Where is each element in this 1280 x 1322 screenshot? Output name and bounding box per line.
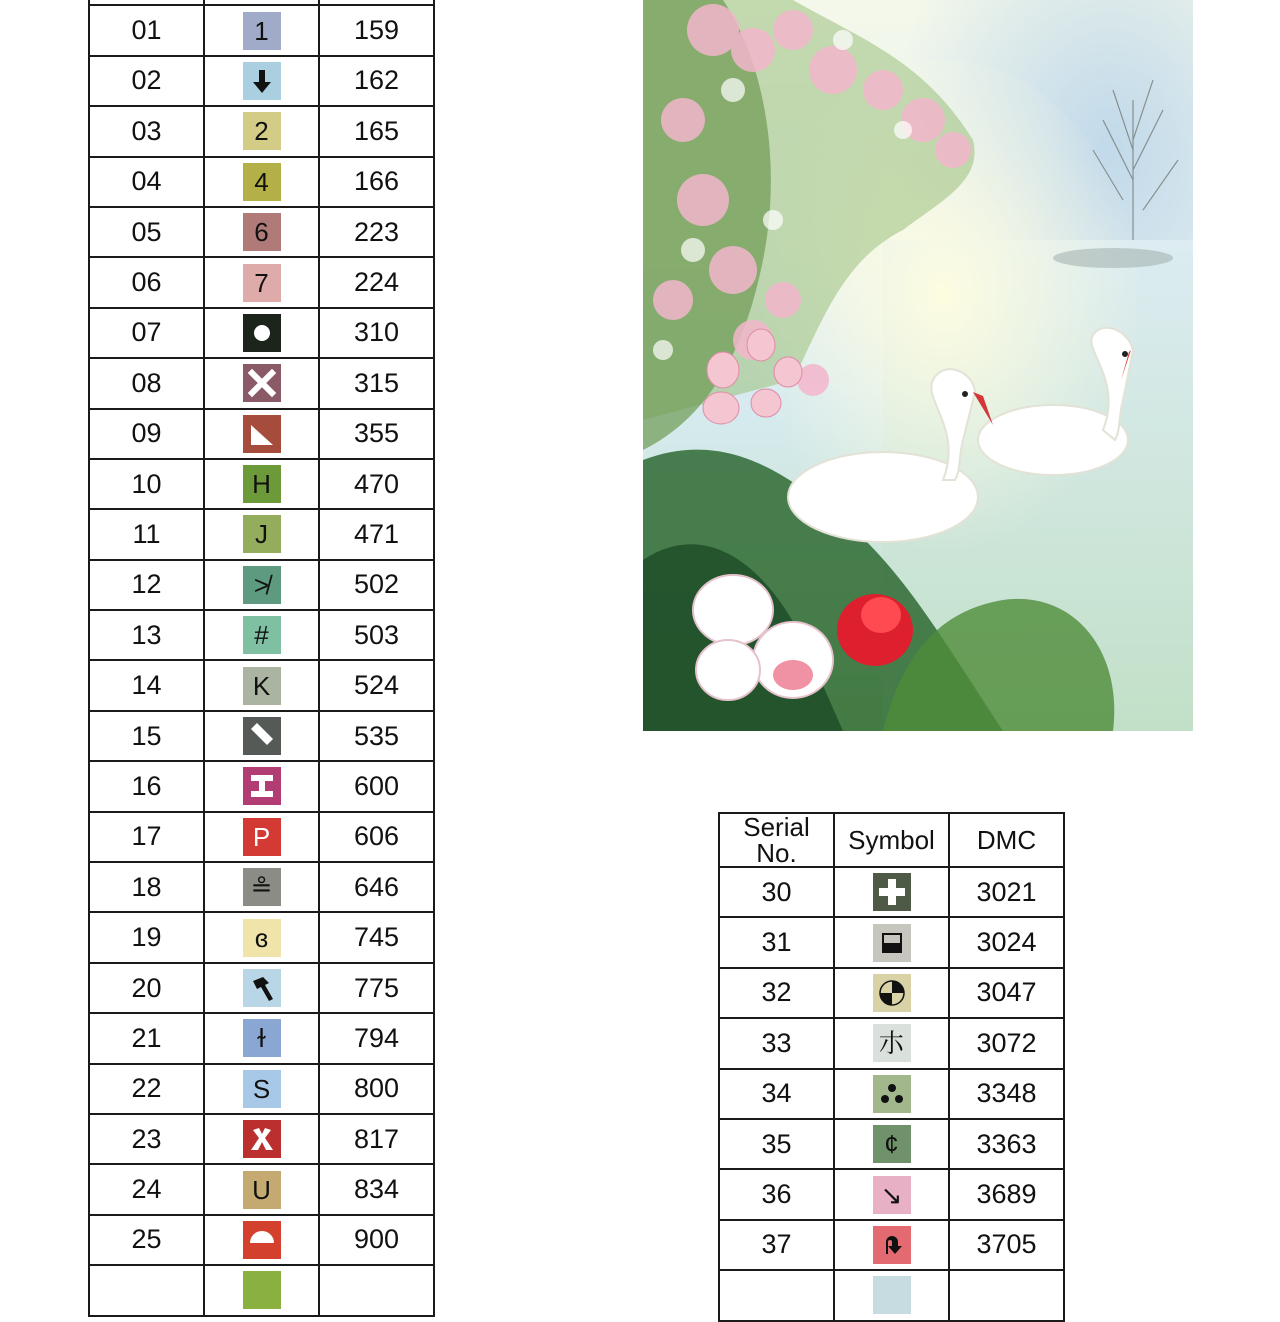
serial-no-cell: 22: [89, 1064, 204, 1114]
symbol-swatch: K: [243, 667, 281, 705]
dmc-code-cell: 162: [319, 56, 434, 106]
symbol-swatch: U: [243, 1171, 281, 1209]
color-key-table-left: [88, 0, 435, 1317]
symbol-cell: [204, 409, 319, 459]
serial-no-cell: 03: [89, 106, 204, 156]
symbol-cell: [204, 308, 319, 358]
dmc-code-cell: 834: [319, 1164, 434, 1214]
serial-no-cell: 19: [89, 912, 204, 962]
serial-no-cell: 23: [89, 1114, 204, 1164]
symbol-swatch: P: [243, 818, 281, 856]
arrow-down-icon: [243, 62, 281, 100]
serial-no-cell: 17: [89, 812, 204, 862]
serial-no-cell: 01: [89, 5, 204, 55]
symbol-cell: [204, 157, 319, 207]
symbol-swatch: S: [243, 1070, 281, 1108]
symbol-cell: [204, 1064, 319, 1114]
table-row: [719, 1270, 1064, 1320]
dmc-code-cell: 310: [319, 308, 434, 358]
symbol-cell: [834, 1220, 949, 1270]
table-row: [89, 1114, 434, 1164]
symbol-cell: [834, 917, 949, 967]
symbol-swatch: [243, 1271, 281, 1309]
serial-no-cell: 32: [719, 968, 834, 1018]
dmc-code-cell: 224: [319, 257, 434, 307]
color-key-table-right: [718, 812, 1065, 1322]
symbol-cell: [204, 963, 319, 1013]
serial-no-cell: 05: [89, 207, 204, 257]
symbol-swatch: 2: [243, 112, 281, 150]
serial-no-cell: 12: [89, 560, 204, 610]
dmc-code-cell: 900: [319, 1215, 434, 1265]
table-row: [719, 867, 1064, 917]
table-row: [89, 1164, 434, 1214]
symbol-cell: [204, 509, 319, 559]
symbol-cell: [834, 867, 949, 917]
symbol-cell: [204, 257, 319, 307]
dmc-code-cell: 606: [319, 812, 434, 862]
serial-no-cell: 02: [89, 56, 204, 106]
table-row: [89, 610, 434, 660]
serial-no-cell: 18: [89, 862, 204, 912]
table-row: [89, 711, 434, 761]
serial-no-cell: 11: [89, 509, 204, 559]
u-turn-icon: [873, 1226, 911, 1264]
dmc-code-cell: 3072: [949, 1018, 1064, 1068]
checkered-circle-icon: [873, 974, 911, 1012]
serial-no-header: Serial No.: [719, 813, 834, 867]
dmc-code-cell: 794: [319, 1013, 434, 1063]
serial-no-cell: 37: [719, 1220, 834, 1270]
symbol-cell: [204, 5, 319, 55]
symbol-cell: [204, 862, 319, 912]
dmc-code-cell: 223: [319, 207, 434, 257]
hammer-icon: [243, 969, 281, 1007]
dmc-code-cell: 315: [319, 358, 434, 408]
dmc-code-cell: 159: [319, 5, 434, 55]
serial-no-cell: 06: [89, 257, 204, 307]
symbol-swatch: 7: [243, 264, 281, 302]
symbol-swatch: 1: [243, 12, 281, 50]
y-shape-icon: [243, 1120, 281, 1158]
i-beam-icon: [243, 767, 281, 805]
table-header-row: [719, 813, 1064, 867]
symbol-swatch: ɞ: [243, 919, 281, 957]
symbol-swatch: ɫ: [243, 1019, 281, 1057]
table-row: [89, 1215, 434, 1265]
symbol-cell: [204, 660, 319, 710]
table-row: [89, 157, 434, 207]
table-row: [89, 560, 434, 610]
dmc-code-cell: 471: [319, 509, 434, 559]
table-row: [89, 912, 434, 962]
serial-no-cell: 35: [719, 1119, 834, 1169]
symbol-swatch: J: [243, 515, 281, 553]
dmc-code-cell: 3689: [949, 1169, 1064, 1219]
table-row: [719, 1069, 1064, 1119]
table-row: [719, 1220, 1064, 1270]
dmc-code-cell: 646: [319, 862, 434, 912]
serial-no-cell: 15: [89, 711, 204, 761]
symbol-cell: [204, 812, 319, 862]
serial-no-cell: 33: [719, 1018, 834, 1068]
dmc-code-cell: [949, 1270, 1064, 1320]
dmc-code-cell: 166: [319, 157, 434, 207]
diagonal-bar-icon: [243, 717, 281, 755]
symbol-cell: [204, 358, 319, 408]
table-row: [89, 459, 434, 509]
table-row: [89, 660, 434, 710]
table-row: [89, 358, 434, 408]
dmc-code-cell: 3705: [949, 1220, 1064, 1270]
swan-lake-painting: [643, 0, 1193, 731]
symbol-swatch: 6: [243, 213, 281, 251]
table-row: [89, 207, 434, 257]
serial-no-cell: 08: [89, 358, 204, 408]
symbol-cell: [204, 56, 319, 106]
symbol-cell: [204, 459, 319, 509]
table-row: [719, 968, 1064, 1018]
serial-no-cell: 31: [719, 917, 834, 967]
serial-no-cell: 16: [89, 761, 204, 811]
serial-no-cell: 14: [89, 660, 204, 710]
dmc-code-cell: 745: [319, 912, 434, 962]
serial-no-cell: 21: [89, 1013, 204, 1063]
symbol-cell: [204, 207, 319, 257]
table-row: [89, 257, 434, 307]
dmc-code-cell: [319, 1265, 434, 1315]
symbol-cell: [204, 106, 319, 156]
dmc-code-cell: 165: [319, 106, 434, 156]
serial-no-cell: 30: [719, 867, 834, 917]
dmc-code-cell: 470: [319, 459, 434, 509]
symbol-cell: [204, 912, 319, 962]
table-row: [89, 862, 434, 912]
symbol-cell: [204, 711, 319, 761]
half-filled-square-icon: [873, 924, 911, 962]
dmc-code-cell: 502: [319, 560, 434, 610]
symbol-cell: [204, 1164, 319, 1214]
dmc-code-cell: 775: [319, 963, 434, 1013]
symbol-cell: [204, 1114, 319, 1164]
serial-no-cell: 36: [719, 1169, 834, 1219]
symbol-cell: [204, 560, 319, 610]
dmc-code-cell: 3348: [949, 1069, 1064, 1119]
symbol-swatch: ↘: [873, 1176, 911, 1214]
symbol-swatch: ¢: [873, 1125, 911, 1163]
half-circle-icon: [243, 1221, 281, 1259]
symbol-cell: [834, 1069, 949, 1119]
dmc-code-cell: 3047: [949, 968, 1064, 1018]
symbol-header: Symbol: [834, 813, 949, 867]
serial-no-cell: 09: [89, 409, 204, 459]
table-row: [89, 308, 434, 358]
serial-no-cell: 04: [89, 157, 204, 207]
circle-icon: [243, 314, 281, 352]
dmc-code-cell: 817: [319, 1114, 434, 1164]
table-row: [89, 963, 434, 1013]
symbol-cell: [834, 1270, 949, 1320]
table-row: [89, 1265, 434, 1315]
dmc-code-cell: 600: [319, 761, 434, 811]
dmc-code-cell: 3024: [949, 917, 1064, 967]
dmc-header: DMC: [949, 813, 1064, 867]
symbol-swatch: 朩: [873, 1024, 911, 1062]
symbol-swatch: ≯: [243, 566, 281, 604]
dmc-code-cell: 3363: [949, 1119, 1064, 1169]
table-row: [89, 1064, 434, 1114]
serial-no-cell: [89, 1265, 204, 1315]
symbol-swatch: ≗: [243, 868, 281, 906]
table-row: [719, 917, 1064, 967]
dmc-code-cell: 355: [319, 409, 434, 459]
dmc-code-cell: 3021: [949, 867, 1064, 917]
serial-no-cell: 13: [89, 610, 204, 660]
serial-no-cell: 34: [719, 1069, 834, 1119]
serial-no-cell: 20: [89, 963, 204, 1013]
symbol-swatch: H: [243, 465, 281, 503]
serial-no-cell: [719, 1270, 834, 1320]
triangle-corner-icon: [243, 415, 281, 453]
table-row: [89, 106, 434, 156]
symbol-cell: [204, 1215, 319, 1265]
serial-no-cell: 10: [89, 459, 204, 509]
table-row: [89, 509, 434, 559]
table-row: [89, 1013, 434, 1063]
serial-no-cell: 24: [89, 1164, 204, 1214]
three-dots-icon: [873, 1075, 911, 1113]
table-row: [719, 1119, 1064, 1169]
symbol-swatch: 4: [243, 163, 281, 201]
dmc-code-cell: 535: [319, 711, 434, 761]
symbol-cell: [834, 1018, 949, 1068]
table-row: [89, 761, 434, 811]
table-row: [89, 409, 434, 459]
symbol-cell: [834, 968, 949, 1018]
dmc-code-cell: 800: [319, 1064, 434, 1114]
table-row: [89, 5, 434, 55]
dmc-code-cell: 524: [319, 660, 434, 710]
serial-no-cell: 25: [89, 1215, 204, 1265]
symbol-cell: [204, 1013, 319, 1063]
table-row: [719, 1169, 1064, 1219]
symbol-cell: [204, 610, 319, 660]
symbol-swatch: [873, 1276, 911, 1314]
table-row: [89, 812, 434, 862]
symbol-cell: [204, 1265, 319, 1315]
symbol-cell: [834, 1119, 949, 1169]
symbol-cell: [834, 1169, 949, 1219]
x-mark-icon: [243, 364, 281, 402]
table-row: [719, 1018, 1064, 1068]
dmc-code-cell: 503: [319, 610, 434, 660]
serial-no-cell: 07: [89, 308, 204, 358]
symbol-swatch: #: [243, 616, 281, 654]
table-row: [89, 56, 434, 106]
plus-icon: [873, 873, 911, 911]
symbol-cell: [204, 761, 319, 811]
